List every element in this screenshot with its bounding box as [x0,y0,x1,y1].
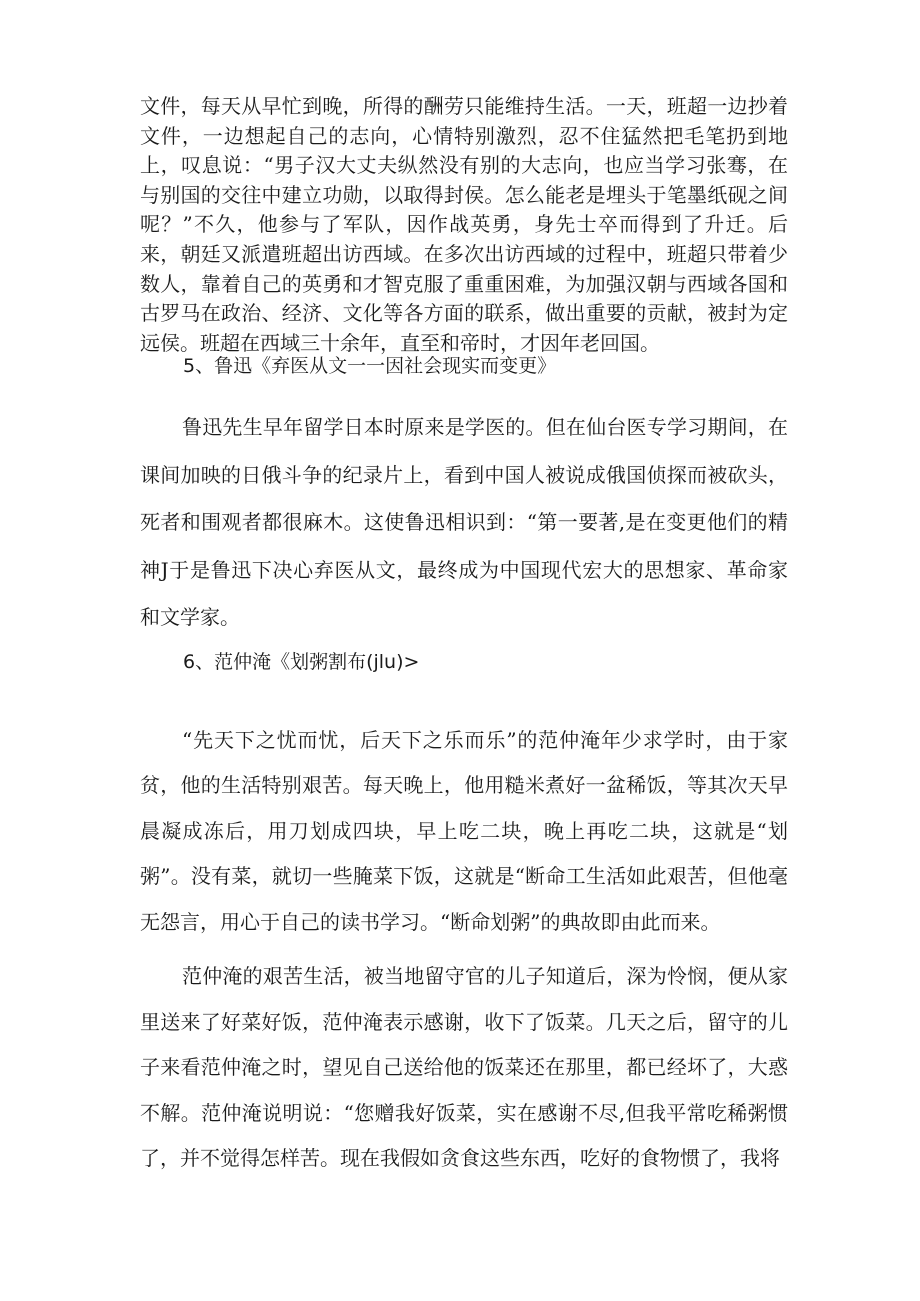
section-heading-fan-zhongyan: 6、范仲淹《划粥割布(jlu)> [183,651,420,673]
paragraph-ban-chao: 文件，每天从早忙到晚，所得的酬劳只能维持生活。一天，班超一边抄着文件，一边想起自己的志向，心情特别激烈，忍不住猛然把毛笔扔到地上，叹息说：“男子汉大丈夫纵然没有别的大志向，也应当学习张骞，在与别国的交往中建立功勋，以取得封侯。怎么能老是埋头于笔墨纸砚之间呢？”不久，他参与了军队，因作战英勇，身先士卒而得到了升迁。后来，朝廷又派遣班超出访西域。在多次出访西域的过程中，班超只带着少数人，靠着自己的英勇和才智克服了重重困难，为加强汉朝与西域各国和古罗马在政治、经济、文化等各方面的联系，做出重要的贡献，被封为定远侯。班超在西域三十余年，直至和帝时，才因年老回国。 [140,94,788,355]
paragraph-fan-zhongyan-gift: 范仲淹的艰苦生活，被当地留守官的儿子知道后，深为怜悯，便从家里送来了好菜好饭，范仲淹表示感谢，收下了饭菜。几天之后，留守的儿子来看范仲淹之时，望见自己送给他的饭菜还在那里，都已经坏了，大惑不解。范仲淹说明说：“您赠我好饭菜，实在感谢不尽,但我平常吃稀粥惯了，并不觉得怎样苦。现在我假如贪食这些东西，吃好的食物惯了，我将 [140,964,788,1171]
paragraph-lu-xun: 鲁迅先生早年留学日本时原来是学医的。但在仙台医专学习期间，在课间加映的日俄斗争的纪录片上，看到中国人被说成俄国侦探而被砍头，死者和围观者都很麻木。这使鲁迅相识到：“第一要著,是在变更他们的精神J于是鲁迅下决心弃医从文，最终成为中国现代宏大的思想家、革命家和文学家。 [140,415,788,629]
paragraph-fan-zhongyan-porridge: “先天下之忧而忧，后天下之乐而乐”的范仲淹年少求学时，由于家贫，他的生活特别艰苦。每天晚上，他用糙米煮好一盆稀饭，等其次天早晨凝成冻后，用刀划成四块，早上吃二块，晚上再吃二块，这就是“划粥”。没有菜，就切一些腌菜下饭，这就是“断命工生活如此艰苦，但他毫无怨言，用心于自己的读书学习。“断命划粥”的典故即由此而来。 [140,728,788,934]
section-heading-lu-xun: 5、鲁迅《弃医从文一一因社会现实而变更》 [183,355,557,377]
